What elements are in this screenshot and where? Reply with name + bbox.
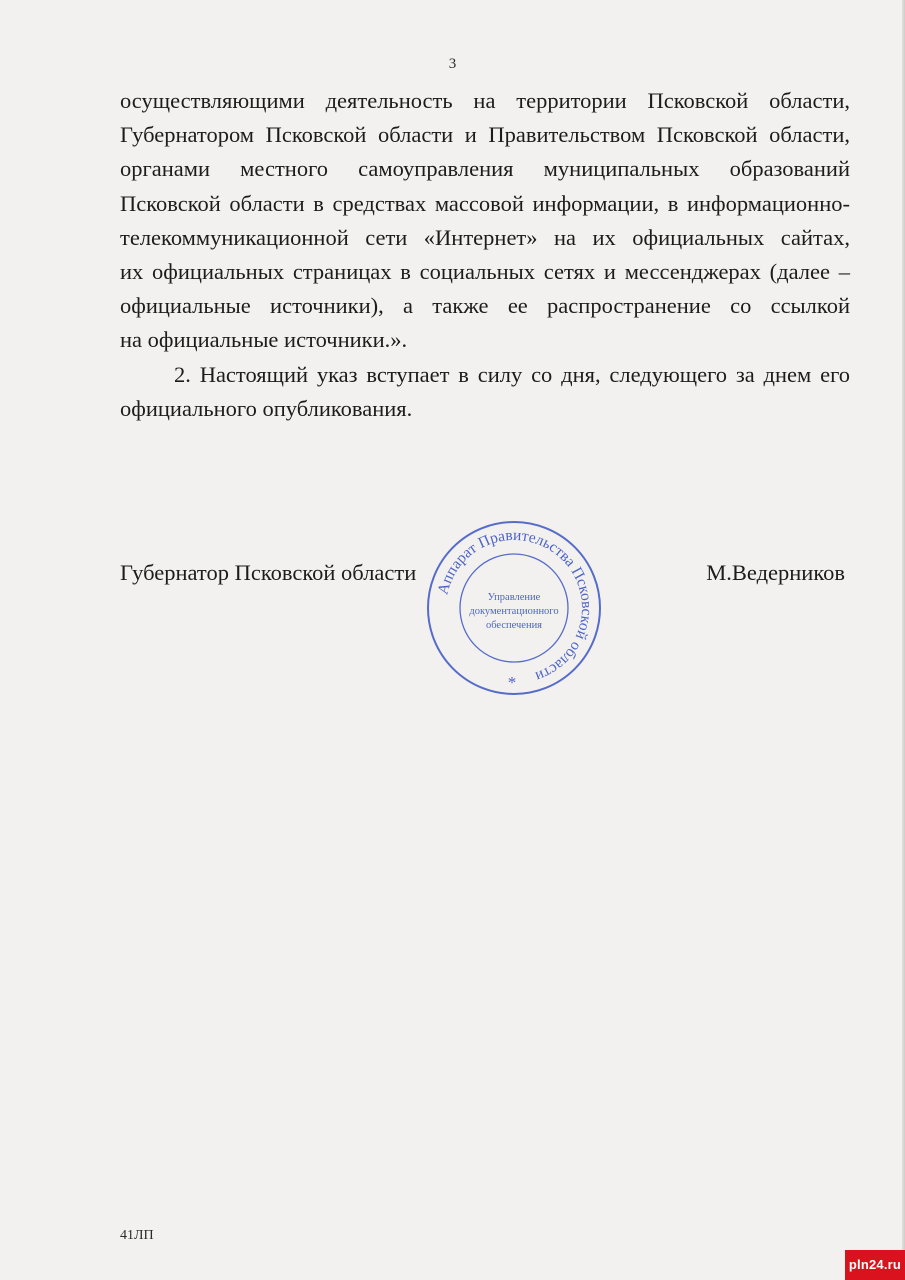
stamp-center-line-2: документационного — [469, 606, 559, 617]
stamp-center-line-3: обеспечения — [485, 620, 543, 631]
paragraph-2-line-2: официального опубликования. — [120, 395, 413, 421]
paragraph-2-line-1: 2. Настоящий указ вступает в силу со дня, следующего за днем его — [174, 361, 850, 387]
page-number: 3 — [448, 56, 457, 72]
paragraph-1-line-6: их официальных страницах в социальных сетях и мессенджерах (далее – — [120, 259, 850, 285]
paragraph-1-line-5: телекоммуникационной сети «Интернет» на их официальных сайтах, — [120, 224, 850, 250]
paragraph-1-line-7: официальные источники), а также ее распространение со ссылкой — [120, 293, 850, 319]
paragraph-1-line-8: на официальные источники.». — [120, 327, 408, 353]
stamp-center-line-1: Управление — [487, 592, 541, 603]
paragraph-1-line-1: осуществляющими деятельность на территории Псковской области, — [120, 88, 850, 113]
stamp-star-icon: * — [507, 673, 517, 692]
paragraph-1-line-2: Губернатором Псковской области и Правительством Псковской области, — [120, 122, 850, 148]
site-watermark: pln24.ru — [845, 1250, 905, 1280]
stamp-ring-textpath: Аппарат Правительства Псковской области — [434, 526, 596, 686]
paragraph-1-line-4: Псковской области в средствах массовой информации, в информационно- — [120, 190, 850, 216]
paragraph-1-line-3: органами местного самоуправления муниципальных образований — [120, 156, 850, 182]
signatory-title: Губернатор Псковской области — [120, 560, 417, 585]
signatory-name: М.Ведерников — [706, 560, 845, 585]
official-stamp — [424, 518, 604, 698]
document-body — [120, 84, 850, 426]
document-code: 41ЛП — [120, 1228, 154, 1243]
